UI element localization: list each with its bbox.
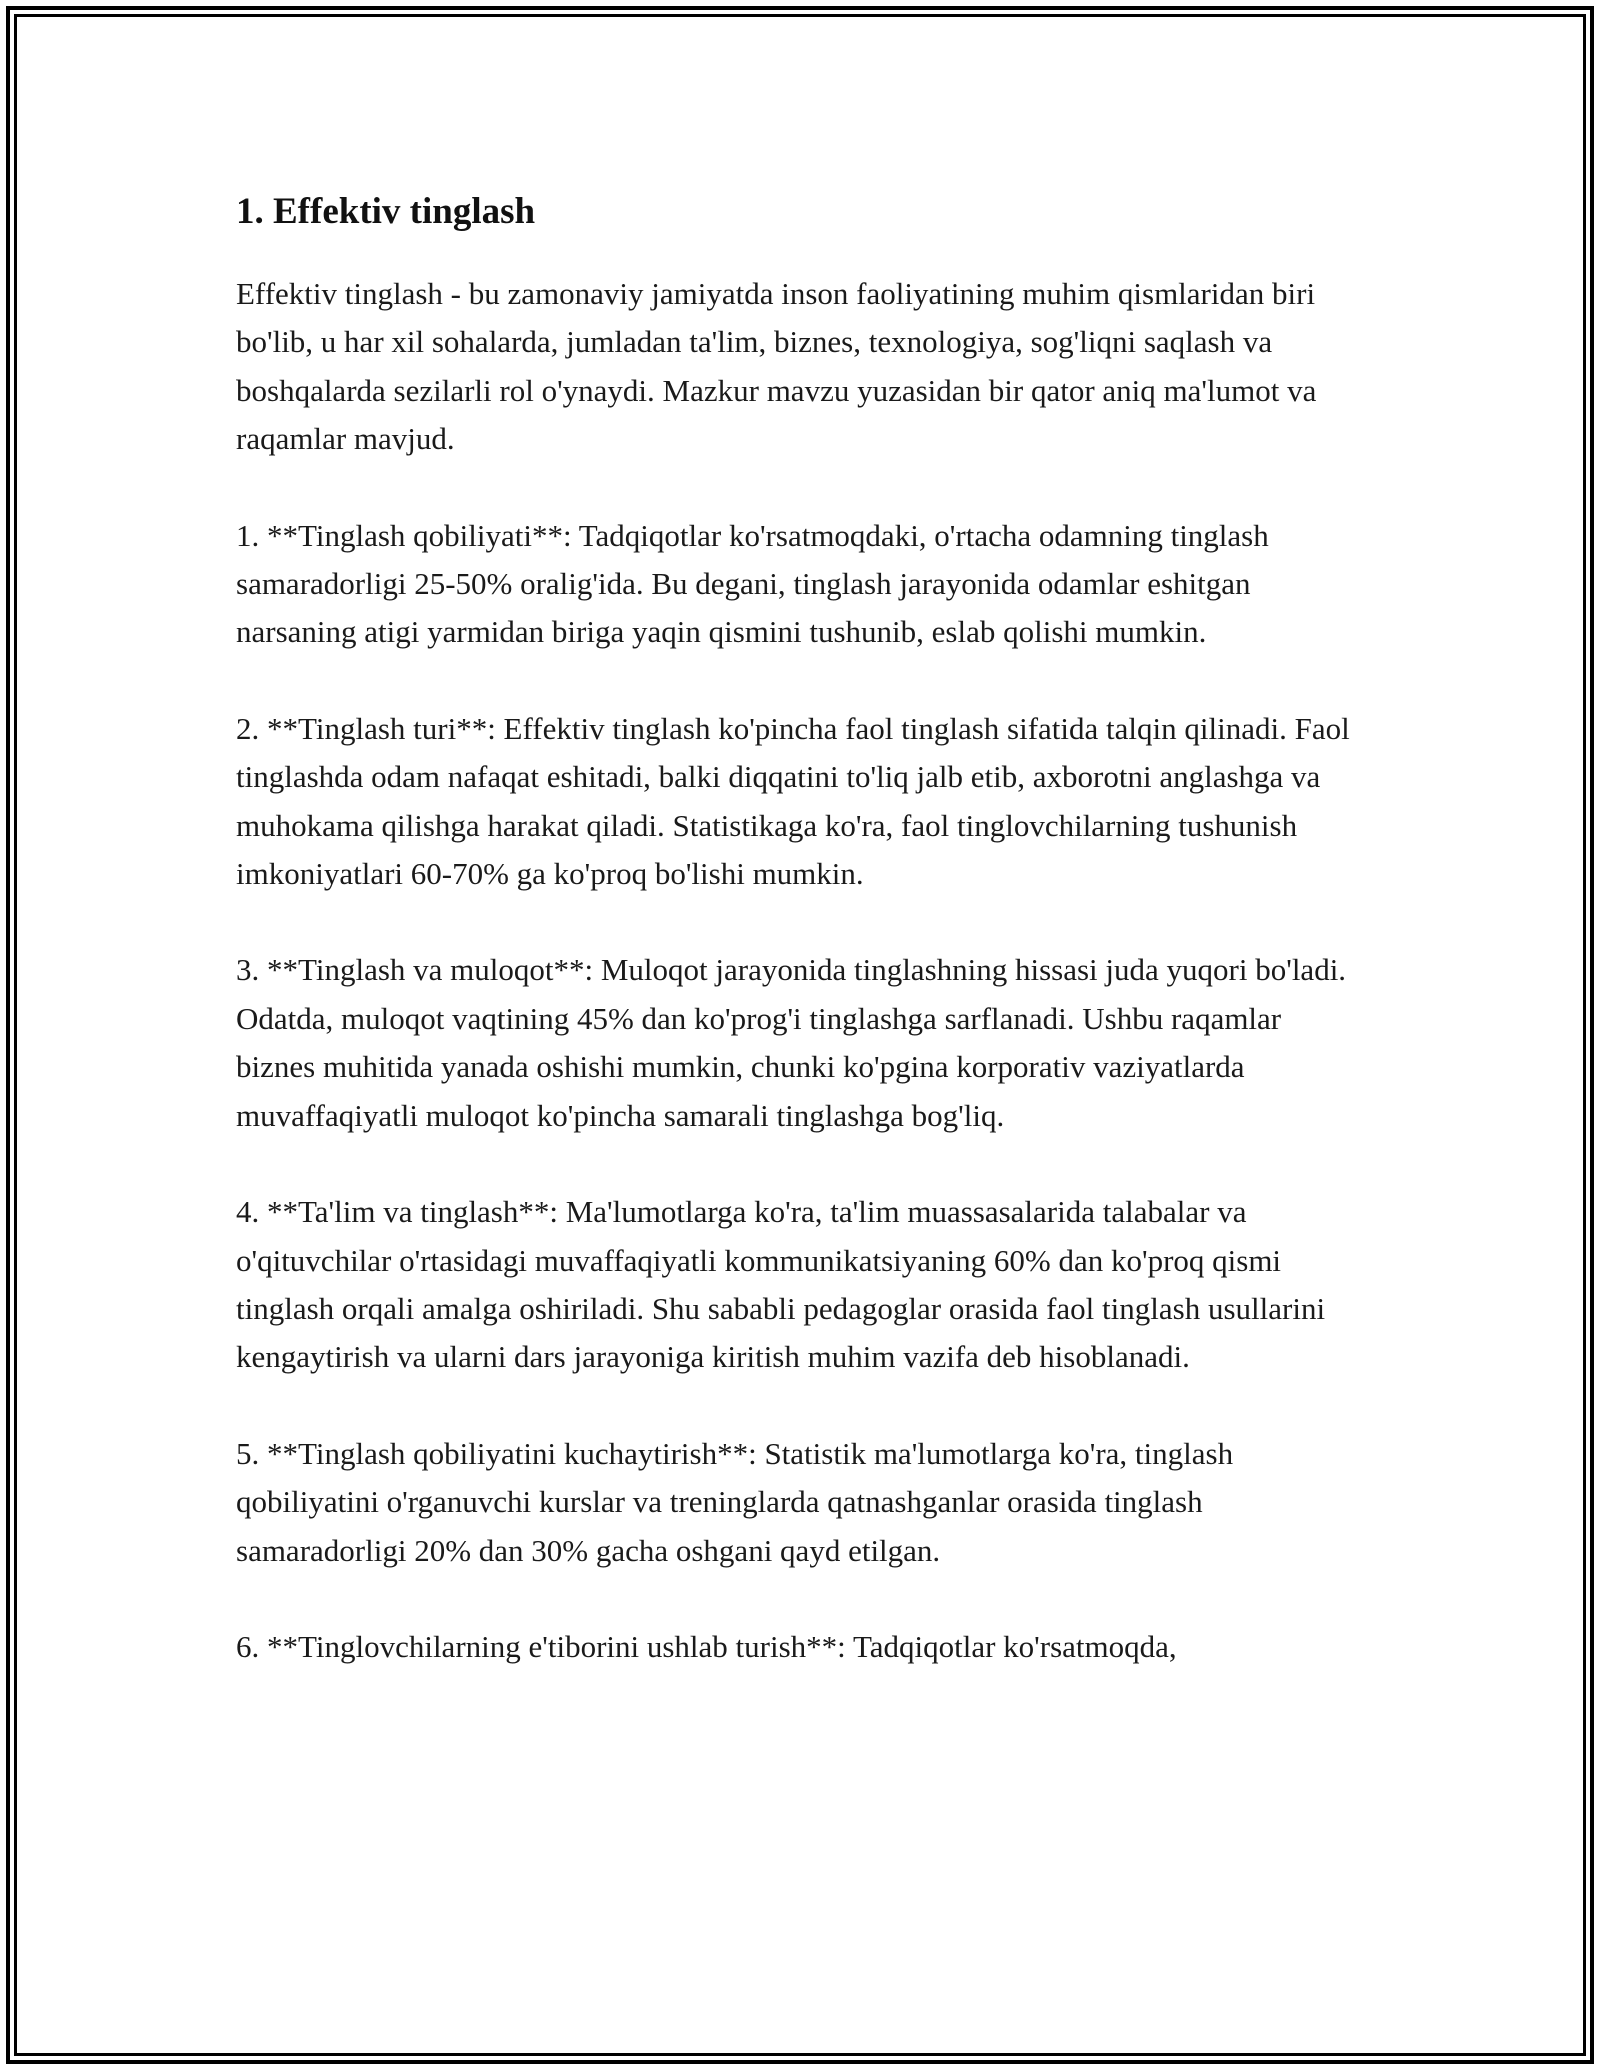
point-6-paragraph: 6. **Tinglovchilarning e'tiborini ushlab turish**: Tadqiqotlar ko'rsatmoqda, xyxy=(236,1628,1177,1664)
point-1-paragraph: 1. **Tinglash qobiliyati**: Tadqiqotlar ko'rsatmoqdaki, o'rtacha odamning tinglash samaradorligi 25-50% oralig'ida. Bu degani, tinglash jarayonida odamlar eshitgan narsaning atigi yarmidan biriga yaqin qismini tushunib, eslab qolishi mumkin. xyxy=(236,517,1269,650)
intro-paragraph: Effektiv tinglash - bu zamonaviy jamiyatda inson faoliyatining muhim qismlaridan biri bo'lib, u har xil sohalarda, jumladan ta'lim, biznes, texnologiya, sog'liqni saqlash va boshqalarda sezilarli rol o'ynaydi. Mazkur mavzu yuzasidan bir qator aniq ma'lumot va raqamlar mavjud. xyxy=(236,276,1317,457)
point-3-paragraph: 3. **Tinglash va muloqot**: Muloqot jarayonida tinglashning hissasi juda yuqori bo'ladi. Odatda, muloqot vaqtining 45% dan ko'prog'i tinglashga sarflanadi. Ushbu raqamlar biznes muhitida yanada oshishi mumkin, chunki ko'pgina korporativ vaziyatlarda muvaffaqiyatli muloqot ko'pincha samarali tinglashga bog'liq. xyxy=(236,952,1347,1133)
point-2-paragraph: 2. **Tinglash turi**: Effektiv tinglash ko'pincha faol tinglash sifatida talqin qilinadi. Faol tinglashda odam nafaqat eshitadi, balki diqqatini to'liq jalb etib, axborotni anglashga va muhokama qilishga harakat qiladi. Statistikaga ko'ra, faol tinglovchilarning tushunish imkoniyatlari 60-70% ga ko'proq bo'lishi mumkin. xyxy=(236,710,1350,892)
document-body xyxy=(236,186,1366,1719)
point-4-paragraph: 4. **Ta'lim va tinglash**: Ma'lumotlarga ko'ra, ta'lim muassasalarida talabalar va o'qituvchilar o'rtasidagi muvaffaqiyatli kommunikatsiyaning 60% dan ko'proq qismi tinglash orqali amalga oshiriladi. Shu sababli pedagoglar orasida faol tinglash usullarini kengaytirish va ularni dars jarayoniga kiritish muhim vazifa deb hisoblanadi. xyxy=(236,1194,1326,1375)
point-5-paragraph: 5. **Tinglash qobiliyatini kuchaytirish**: Statistik ma'lumotlarga ko'ra, tinglash qobiliyatini o'rganuvchi kurslar va treninglarda qatnashganlar orasida tinglash samaradorligi 20% dan 30% gacha oshgani qayd etilgan. xyxy=(236,1435,1234,1568)
document-title: 1. Effektiv tinglash xyxy=(236,191,536,232)
